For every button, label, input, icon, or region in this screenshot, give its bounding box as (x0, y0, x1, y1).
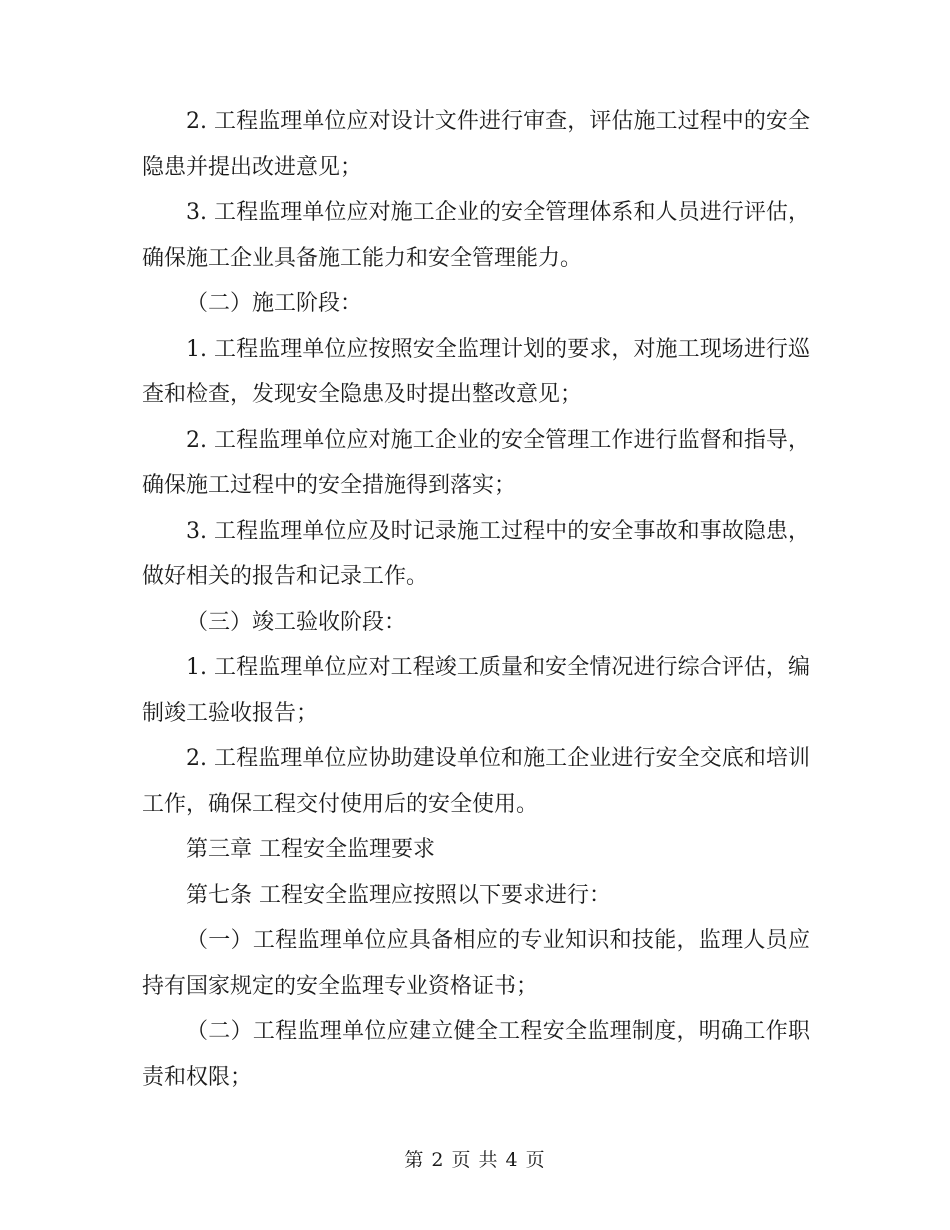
paragraph-design-review: 2. 工程监理单位应对设计文件进行审查，评估施工过程中的安全隐患并提出改进意见； (142, 109, 810, 180)
page-number-footer: 第 2 页 共 4 页 (404, 1149, 546, 1171)
paragraph-supervision-guidance: 2. 工程监理单位应对施工企业的安全管理工作进行监督和指导，确保施工过程中的安全措施得到落实； (142, 427, 810, 498)
document-body (142, 99, 810, 1100)
paragraph-qualification-requirement: （一）工程监理单位应具备相应的专业知识和技能，监理人员应持有国家规定的安全监理专业资格证书； (142, 928, 810, 999)
paragraph-site-inspection: 1. 工程监理单位应按照安全监理计划的要求，对施工现场进行巡查和检查，发现安全隐患及时提出整改意见； (142, 336, 810, 407)
section-heading-construction-phase: （二）施工阶段： (186, 291, 363, 316)
article-seven-heading: 第七条 工程安全监理应按照以下要求进行： (186, 882, 611, 908)
paragraph-safety-briefing: 2. 工程监理单位应协助建设单位和施工企业进行安全交底和培训工作，确保工程交付使用后的安全使用。 (142, 746, 810, 817)
paragraph-completion-evaluation: 1. 工程监理单位应对工程竣工质量和安全情况进行综合评估，编制竣工验收报告； (142, 655, 810, 726)
paragraph-system-establishment: （二）工程监理单位应建立健全工程安全监理制度，明确工作职责和权限； (142, 1019, 810, 1090)
chapter-heading-requirements: 第三章 工程安全监理要求 (186, 837, 435, 862)
paragraph-safety-system-assessment: 3. 工程监理单位应对施工企业的安全管理体系和人员进行评估，确保施工企业具备施工能力和安全管理能力。 (142, 200, 810, 271)
section-heading-acceptance-phase: （三）竣工验收阶段： (186, 609, 407, 635)
paragraph-accident-recording: 3. 工程监理单位应及时记录施工过程中的安全事故和事故隐患，做好相关的报告和记录工作。 (142, 518, 810, 589)
